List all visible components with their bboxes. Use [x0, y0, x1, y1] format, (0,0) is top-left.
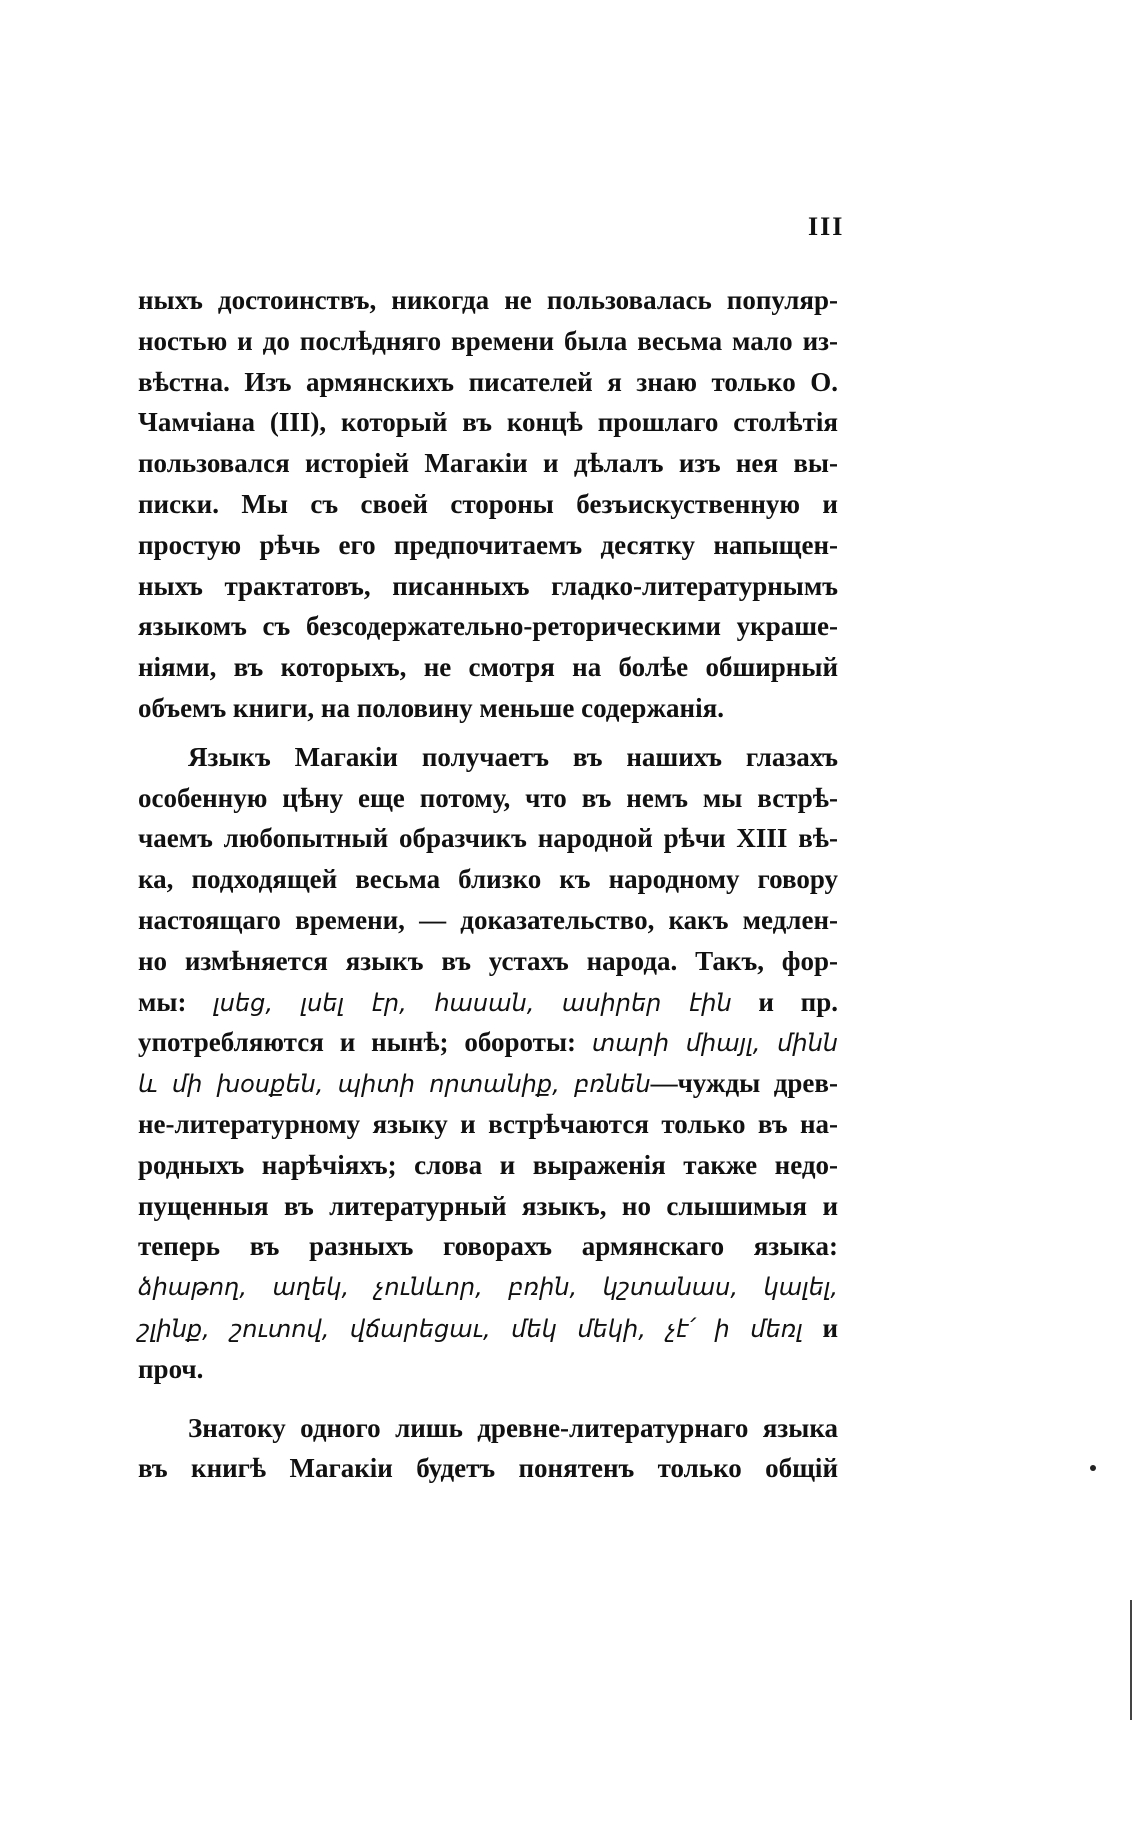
text-line: пользовался исторіей Магакіи и дѣлалъ изъ нея вы-	[138, 448, 838, 479]
text-line: Знатоку одного лишь древне-литературнаго языка	[188, 1412, 838, 1443]
text-line: ностью и до послѣдняго времени была весьма мало из-	[138, 325, 838, 356]
text-line: теперь въ разныхъ говорахъ армянскаго языка:	[138, 1231, 838, 1262]
text-line: ныхъ трактатовъ, писанныхъ гладко-литературнымъ	[138, 570, 838, 601]
page-number: III	[808, 212, 845, 241]
armenian-suffix: и	[822, 1312, 839, 1343]
scan-edge-mark	[1130, 1600, 1132, 1720]
text-line: настоящаго времени, — доказательство, какъ медлен-	[138, 904, 838, 935]
text-line: объемъ книги, на половину меньше содержанія.	[138, 692, 724, 723]
text-line: но измѣняется языкъ въ устахъ народа. Такъ, фор-	[138, 945, 838, 976]
chuzhdy-suffix: —чужды древ-	[650, 1068, 838, 1099]
armenian-words-line: ձիաթող, աղեկ, չունևոր, բռին, կշտանաս, կալել,	[138, 1273, 838, 1302]
text-line-forms	[138, 982, 838, 1023]
text-line: въ книгѣ Магакіи будетъ понятенъ только общій	[138, 1453, 838, 1484]
obor-prefix: употребляются и нынѣ; обороты:	[138, 1027, 577, 1058]
text-line: простую рѣчь его предпочитаемъ десятку напыщен-	[138, 529, 838, 560]
text-line: Чамчіана (III), который въ концѣ прошлаго столѣтія	[138, 407, 838, 438]
text-body	[138, 280, 838, 1489]
text-line: вѣстна. Изъ армянскихъ писателей я знаю только О.	[138, 366, 838, 397]
text-line: не-литературному языку и встрѣчаются только въ на-	[138, 1108, 838, 1139]
text-line-chuzhdy	[138, 1063, 838, 1104]
text-line: ка, подходящей весьма близко къ народному говору	[138, 864, 838, 895]
forms-suffix: и пр.	[758, 986, 838, 1017]
armenian-words: շլինք, շուտով, վճարեցաւ, մեկ մեկի, չէ՛ ի մեռլ	[138, 1314, 803, 1343]
ink-dot	[1090, 1465, 1096, 1471]
forms-prefix: мы:	[138, 986, 187, 1017]
armenian-forms: լսեց, լսել էր, հասան, ասիրեր էին	[213, 988, 732, 1017]
text-line-obor	[138, 1022, 838, 1063]
text-line: писки. Мы съ своей стороны безъискуственную и	[138, 488, 838, 519]
armenian-obor: տարի միայլ, մինն	[591, 1029, 839, 1058]
text-line: языкомъ съ безсодержательно-реторическими украше-	[138, 611, 838, 642]
text-line: пущенныя въ литературный языкъ, но слышимыя и	[138, 1190, 838, 1221]
text-line: ніями, въ которыхъ, не смотря на болѣе обширный	[138, 652, 838, 683]
text-line: особенную цѣну еще потому, что въ немъ мы встрѣ-	[138, 782, 838, 813]
text-line: чаемъ любопытный образчикъ народной рѣчи XIII вѣ-	[138, 823, 838, 854]
text-line: проч.	[138, 1353, 204, 1384]
text-line: родныхъ нарѣчіяхъ; слова и выраженія также недо-	[138, 1149, 838, 1180]
text-line: ныхъ достоинствъ, никогда не пользовалась популяр-	[138, 285, 838, 315]
text-line: Языкъ Магакіи получаетъ въ нашихъ глазахъ	[188, 741, 838, 772]
text-line-armenian2	[138, 1308, 838, 1349]
armenian-phrase: և մի խօսքեն, պիտի որտանիք, բռնեն	[138, 1070, 651, 1099]
